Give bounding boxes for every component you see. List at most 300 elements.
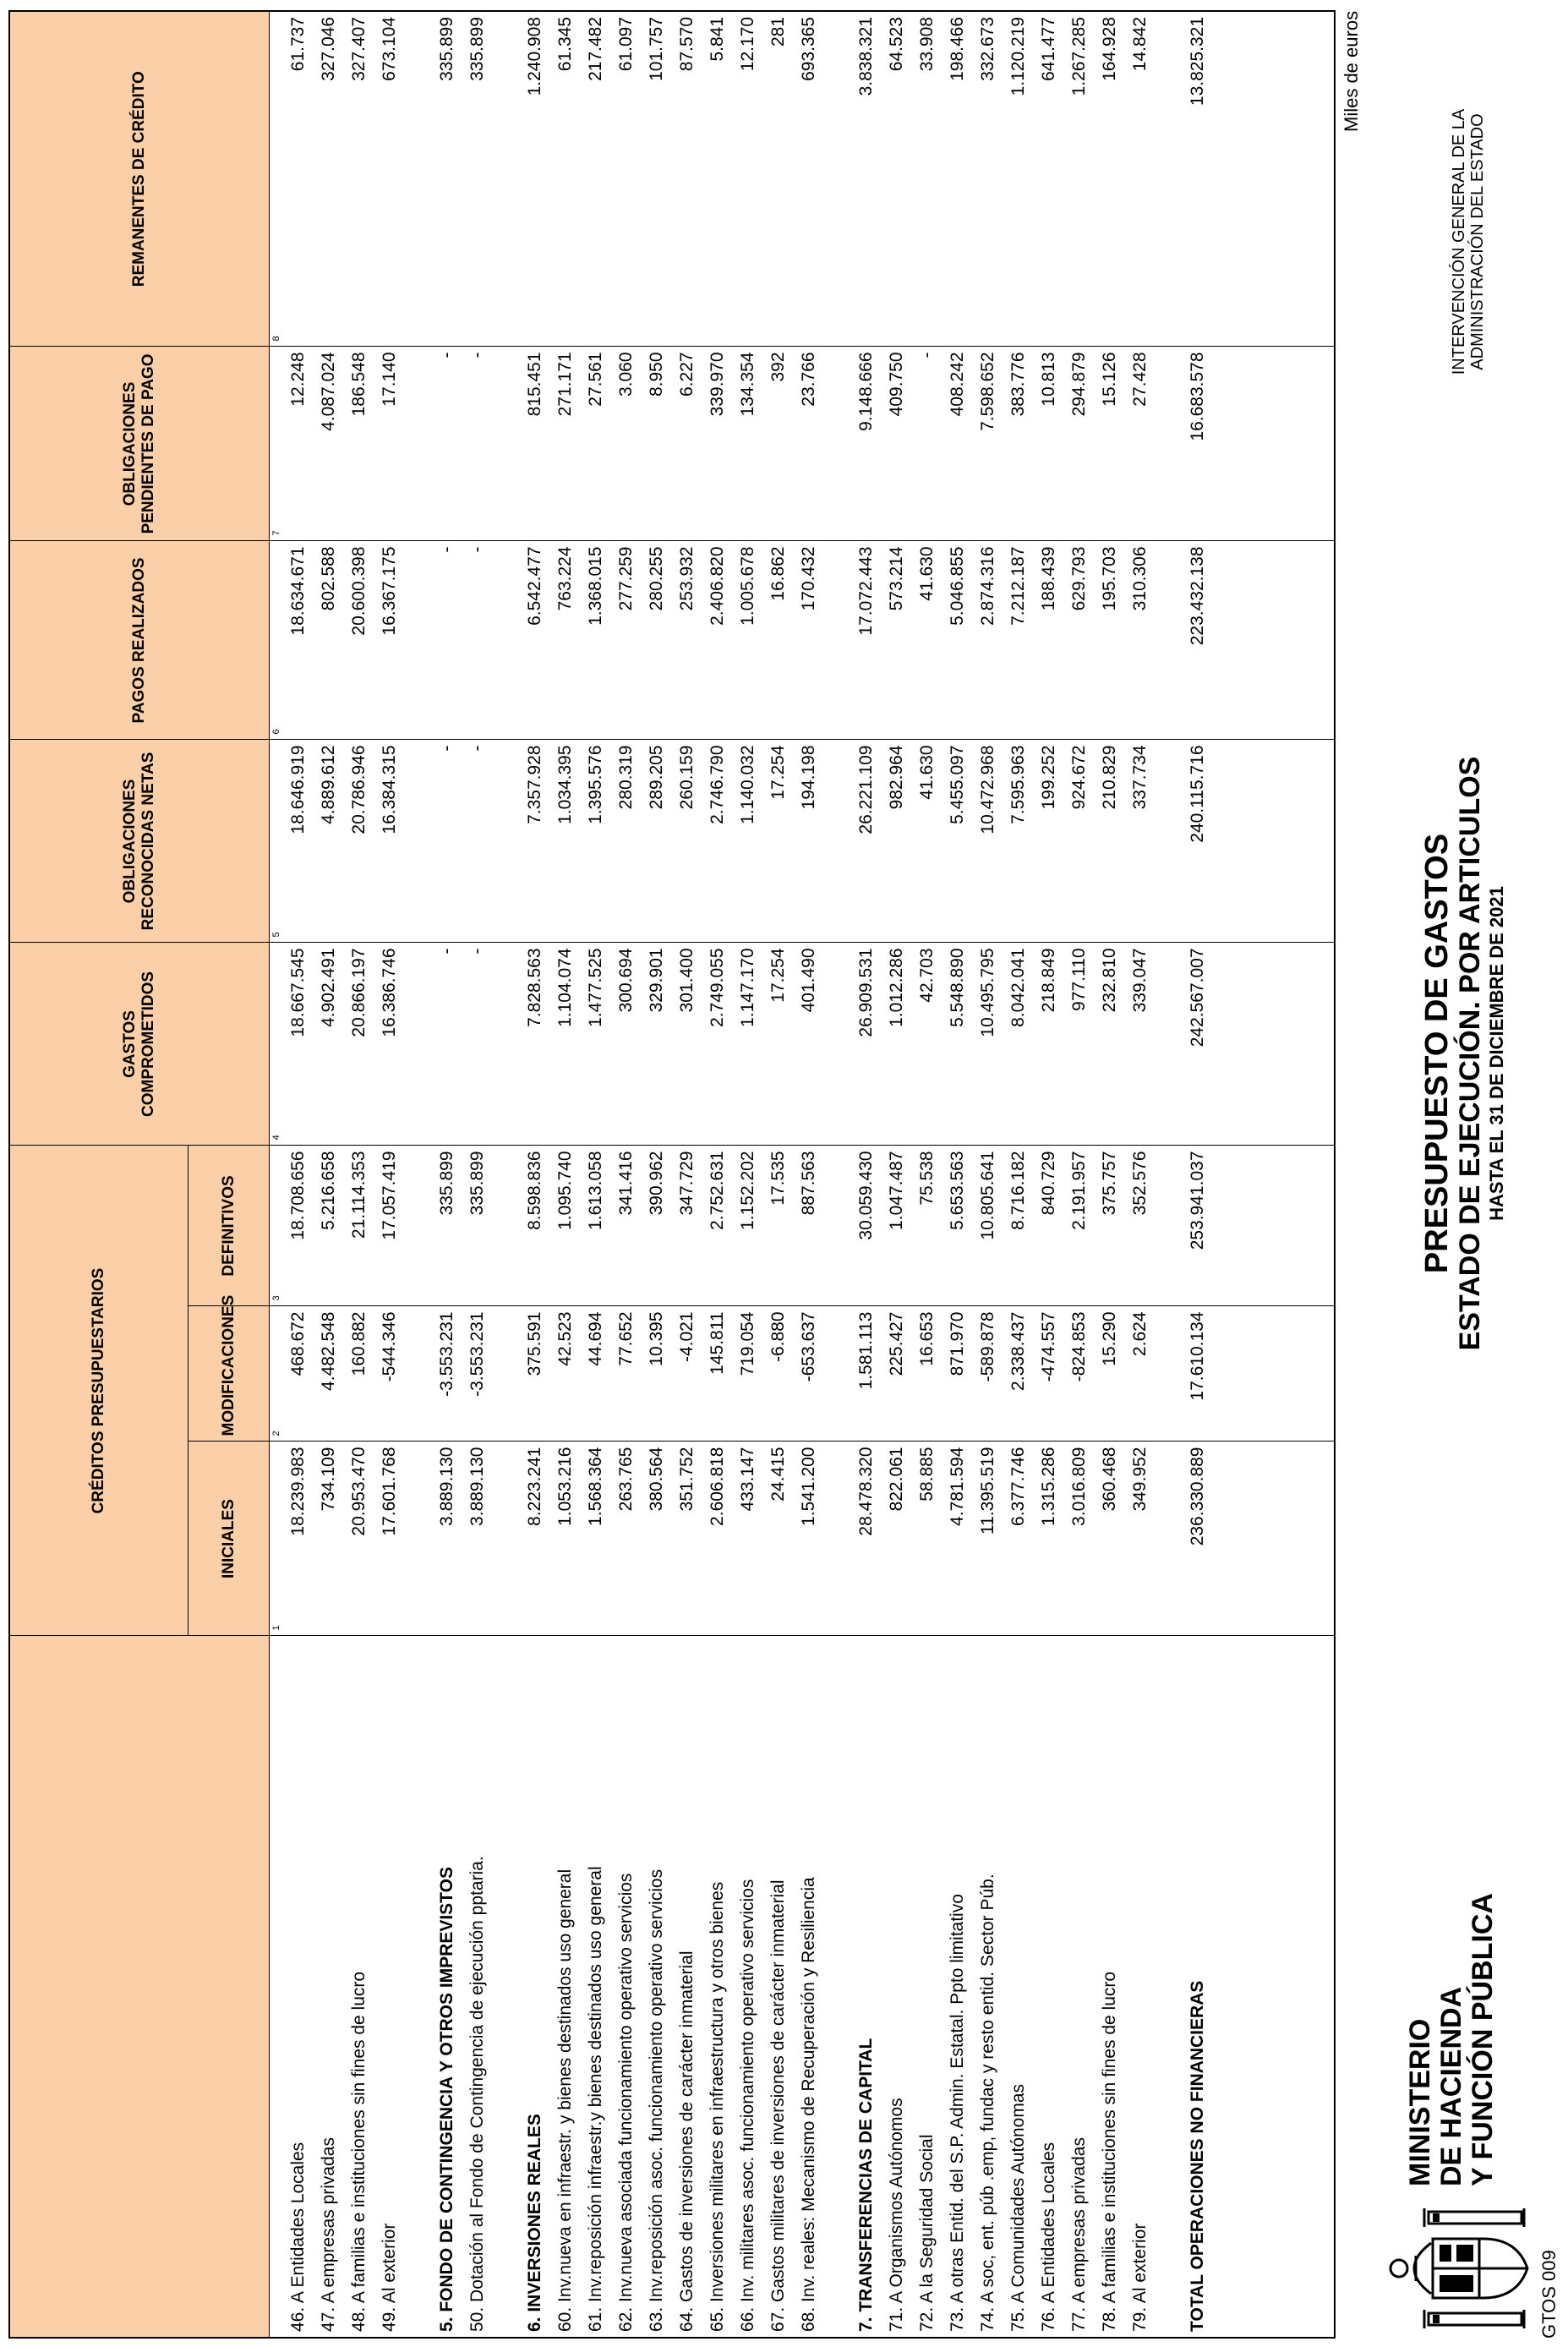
table-row [794, 11, 824, 2338]
spacer-cell [493, 1442, 520, 1636]
table-row [672, 11, 702, 2338]
cell-col-6: 6.542.477 [520, 541, 550, 740]
row-label: 60. Inv.nueva en infraestr. y bienes destinados uso general [550, 1636, 581, 2338]
cell-col-5: 4.889.612 [314, 740, 344, 943]
cell-col-2: 16.653 [912, 1306, 942, 1442]
row-label: 78. A familias e instituciones sin fines de lucro [1095, 1636, 1125, 2338]
cell-col-4: 218.849 [1034, 943, 1064, 1146]
cell-col-4: 329.901 [642, 943, 672, 1146]
cell-col-8: 641.477 [1034, 11, 1064, 347]
cell-col-3: 375.757 [1095, 1146, 1125, 1306]
section-row [520, 11, 550, 2338]
cell-col-6: 629.793 [1064, 541, 1095, 740]
spacer-cell [493, 1636, 520, 2338]
cell-col-7: 408.242 [942, 347, 973, 541]
intervention-line-1: INTERVENCIÓN GENERAL DE LA [1450, 108, 1468, 375]
col-number-7: 7 [270, 347, 284, 541]
spacer-row [493, 11, 520, 2338]
cell-col-3: 1.613.058 [581, 1146, 611, 1306]
ministry-name [1405, 1893, 1499, 2186]
table-row [1034, 11, 1064, 2338]
spacer-cell [493, 541, 520, 740]
title-line-2: ESTADO DE EJECUCIÓN. POR ARTICULOS [1454, 756, 1486, 1351]
cell-col-5: 210.829 [1095, 740, 1125, 943]
cell-col-1: 1.568.364 [581, 1442, 611, 1636]
spacer-cell [493, 943, 520, 1146]
cell-col-5: 10.472.968 [973, 740, 1003, 943]
filler-cell [1213, 1442, 1335, 1636]
row-label: 63. Inv.reposición asoc. funcionamiento operativo servicios [642, 1636, 672, 2338]
cell-col-7: 27.561 [581, 347, 611, 541]
cell-col-5: 7.357.928 [520, 740, 550, 943]
cell-col-8: 327.046 [314, 11, 344, 347]
ministry-line-1: MINISTERIO [1404, 2018, 1436, 2186]
cell-col-1: 360.468 [1095, 1442, 1125, 1636]
table-row [344, 11, 374, 2338]
col-number-4: 4 [270, 943, 284, 1146]
cell-col-5: 16.384.315 [374, 740, 405, 943]
table-body [283, 11, 1335, 2338]
spacer-cell [824, 1442, 851, 1636]
cell-col-3: 17.535 [763, 1146, 794, 1306]
ministry-line-3: Y FUNCIÓN PÚBLICA [1467, 1893, 1499, 2186]
cell-col-8: 33.908 [912, 11, 942, 347]
cell-col-7: 383.776 [1003, 347, 1034, 541]
cell-col-2: 42.523 [550, 1306, 581, 1442]
header-modificaciones: MODIFICACIONES [188, 1306, 270, 1442]
cell-col-8: 87.570 [672, 11, 702, 347]
cell-col-8: 327.407 [344, 11, 374, 347]
section-row [851, 11, 882, 2338]
cell-col-7: 815.451 [520, 347, 550, 541]
table-row [942, 11, 973, 2338]
spacer-cell [405, 11, 432, 347]
table-row [763, 11, 794, 2338]
col-number-1: 1 [270, 1442, 284, 1636]
cell-col-5: 982.964 [882, 740, 912, 943]
cell-col-8: 198.466 [942, 11, 973, 347]
spacer-cell [493, 1306, 520, 1442]
cell-col-2: -474.557 [1034, 1306, 1064, 1442]
cell-col-2: -3.553.231 [462, 1306, 493, 1442]
cell-col-6: 1.005.678 [733, 541, 763, 740]
cell-col-1: 1.315.286 [1034, 1442, 1064, 1636]
cell-col-6: 802.588 [314, 541, 344, 740]
cell-col-4: 401.490 [794, 943, 824, 1146]
cell-col-6: 16.367.175 [374, 541, 405, 740]
spacer-cell [493, 347, 520, 541]
cell-col-7: - [432, 347, 462, 541]
row-label: 72. A la Seguridad Social [912, 1636, 942, 2338]
cell-col-1: 28.478.320 [851, 1442, 882, 1636]
cell-col-4: 301.400 [672, 943, 702, 1146]
col-number-6: 6 [270, 541, 284, 740]
cell-col-6: 280.255 [642, 541, 672, 740]
cell-col-3: 347.729 [672, 1146, 702, 1306]
row-label: 62. Inv.nueva asociada funcionamiento operativo servicios [611, 1636, 642, 2338]
cell-col-7: 186.548 [344, 347, 374, 541]
cell-col-7: 4.087.024 [314, 347, 344, 541]
table-row [611, 11, 642, 2338]
intervention-line-2: ADMINISTRACIÓN DEL ESTADO [1468, 113, 1487, 370]
cell-col-8: 3.838.321 [851, 11, 882, 347]
header-iniciales: INICIALES [188, 1442, 270, 1636]
cell-col-6: 223.432.138 [1183, 541, 1213, 740]
cell-col-4: 1.147.170 [733, 943, 763, 1146]
cell-col-1: 17.601.768 [374, 1442, 405, 1636]
total-row [1183, 11, 1213, 2338]
row-label: 50. Dotación al Fondo de Contingencia de ejecución pptaria. [462, 1636, 493, 2338]
cell-col-5: 17.254 [763, 740, 794, 943]
cell-col-8: 64.523 [882, 11, 912, 347]
spacer-row [405, 11, 432, 2338]
cell-col-3: 2.191.957 [1064, 1146, 1095, 1306]
cell-col-8: 1.120.219 [1003, 11, 1034, 347]
cell-col-8: 5.841 [702, 11, 733, 347]
cell-col-4: 17.254 [763, 943, 794, 1146]
filler-cell [1213, 1146, 1335, 1306]
cell-col-6: 16.862 [763, 541, 794, 740]
cell-col-7: - [912, 347, 942, 541]
table-row [314, 11, 344, 2338]
cell-col-5: 337.734 [1125, 740, 1156, 943]
cell-col-4: 232.810 [1095, 943, 1125, 1146]
filler-cell [1213, 740, 1335, 943]
cell-col-8: 693.365 [794, 11, 824, 347]
cell-col-8: 164.928 [1095, 11, 1125, 347]
header-creditos: CRÉDITOS PRESUPUESTARIOS [9, 1146, 188, 1636]
cell-col-2: 719.054 [733, 1306, 763, 1442]
row-label: 47. A empresas privadas [314, 1636, 344, 2338]
cell-col-3: 840.729 [1034, 1146, 1064, 1306]
cell-col-5: 924.672 [1064, 740, 1095, 943]
col-number-5: 5 [270, 740, 284, 943]
row-label: 77. A empresas privadas [1064, 1636, 1095, 2338]
row-label: 75. A Comunidades Autónomas [1003, 1636, 1034, 2338]
filler-row [1213, 11, 1335, 2338]
cell-col-2: 1.581.113 [851, 1306, 882, 1442]
cell-col-3: 2.752.631 [702, 1146, 733, 1306]
row-label: 74. A soc, ent. púb .emp, fundac y resto entid. Sector Púb. [973, 1636, 1003, 2338]
cell-col-1: 58.885 [912, 1442, 942, 1636]
spacer-cell [405, 1442, 432, 1636]
spacer-cell [493, 740, 520, 943]
cell-col-5: 18.646.919 [283, 740, 314, 943]
table-row [374, 11, 405, 2338]
units-label: Miles de euros [1341, 10, 1362, 132]
spacer-cell [493, 1146, 520, 1306]
cell-col-3: 887.563 [794, 1146, 824, 1306]
spacer-cell [1156, 347, 1183, 541]
cell-col-1: 8.223.241 [520, 1442, 550, 1636]
cell-col-2: 375.591 [520, 1306, 550, 1442]
table-row [973, 11, 1003, 2338]
intervention-label [1450, 73, 1487, 411]
cell-col-3: 10.805.641 [973, 1146, 1003, 1306]
spacer-cell [405, 740, 432, 943]
cell-col-4: 18.667.545 [283, 943, 314, 1146]
header-gastos: GASTOS COMPROMETIDOS [9, 943, 270, 1146]
table-row [912, 11, 942, 2338]
cell-col-5: 26.221.109 [851, 740, 882, 943]
cell-col-1: 24.415 [763, 1442, 794, 1636]
cell-col-1: 380.564 [642, 1442, 672, 1636]
cell-col-4: 1.104.074 [550, 943, 581, 1146]
cell-col-7: 3.060 [611, 347, 642, 541]
cell-col-6: 41.630 [912, 541, 942, 740]
table-row [550, 11, 581, 2338]
cell-col-4: 10.495.795 [973, 943, 1003, 1146]
cell-col-1: 1.541.200 [794, 1442, 824, 1636]
cell-col-6: 573.214 [882, 541, 912, 740]
row-label: 65. Inversiones militares en infraestructura y otros bienes [702, 1636, 733, 2338]
cell-col-6: 195.703 [1095, 541, 1125, 740]
cell-col-7: 23.766 [794, 347, 824, 541]
cell-col-4: 2.749.055 [702, 943, 733, 1146]
cell-col-8: 101.757 [642, 11, 672, 347]
cell-col-2: 871.970 [942, 1306, 973, 1442]
cell-col-1: 236.330.889 [1183, 1442, 1213, 1636]
report-title [1420, 673, 1508, 1434]
spacer-cell [1156, 1146, 1183, 1306]
cell-col-1: 263.765 [611, 1442, 642, 1636]
cell-col-1: 351.752 [672, 1442, 702, 1636]
table-row [882, 11, 912, 2338]
cell-col-7: 392 [763, 347, 794, 541]
spacer-cell [405, 943, 432, 1146]
cell-col-8: 1.267.285 [1064, 11, 1095, 347]
cell-col-4: 5.548.890 [942, 943, 973, 1146]
cell-col-2: -589.878 [973, 1306, 1003, 1442]
cell-col-8: 13.825.321 [1183, 11, 1213, 347]
cell-col-3: 5.216.658 [314, 1146, 344, 1306]
cell-col-8: 673.104 [374, 11, 405, 347]
row-label: 79. Al exterior [1125, 1636, 1156, 2338]
spacer-cell [405, 1636, 432, 2338]
table-row [1003, 11, 1034, 2338]
title-line-1: PRESUPUESTO DE GASTOS [1419, 833, 1455, 1274]
spacer-cell [1156, 541, 1183, 740]
cell-col-7: 12.248 [283, 347, 314, 541]
cell-col-6: 2.406.820 [702, 541, 733, 740]
cell-col-4: 8.042.041 [1003, 943, 1034, 1146]
spacer-cell [1156, 1636, 1183, 2338]
cell-col-3: 352.576 [1125, 1146, 1156, 1306]
cell-col-7: 9.148.666 [851, 347, 882, 541]
cell-col-2: 44.694 [581, 1306, 611, 1442]
cell-col-4: - [432, 943, 462, 1146]
spacer-cell [824, 740, 851, 943]
cell-col-2: 4.482.548 [314, 1306, 344, 1442]
cell-col-1: 18.239.983 [283, 1442, 314, 1636]
cell-col-4: 1.477.525 [581, 943, 611, 1146]
spacer-cell [824, 11, 851, 347]
table-row [581, 11, 611, 2338]
cell-col-4: 42.703 [912, 943, 942, 1146]
cell-col-7: 16.683.578 [1183, 347, 1213, 541]
cell-col-1: 11.395.519 [973, 1442, 1003, 1636]
cell-col-7: 339.970 [702, 347, 733, 541]
cell-col-3: 335.899 [462, 1146, 493, 1306]
cell-col-8: 1.240.908 [520, 11, 550, 347]
cell-col-1: 3.016.809 [1064, 1442, 1095, 1636]
col-number-3: 3 [270, 1146, 284, 1306]
filler-cell [1213, 11, 1335, 347]
spacer-row [824, 11, 851, 2338]
table-row [642, 11, 672, 2338]
cell-col-5: 1.395.576 [581, 740, 611, 943]
spacer-cell [1156, 1442, 1183, 1636]
filler-cell [1213, 943, 1335, 1146]
table-row [283, 11, 314, 2338]
spacer-cell [493, 11, 520, 347]
cell-col-2: -3.553.231 [432, 1306, 462, 1442]
col-number-8: 8 [270, 11, 284, 347]
cell-col-2: 468.672 [283, 1306, 314, 1442]
row-label: 67. Gastos militares de inversiones de carácter inmaterial [763, 1636, 794, 2338]
budget-table [8, 10, 1336, 2339]
cell-col-6: 17.072.443 [851, 541, 882, 740]
cell-col-4: - [462, 943, 493, 1146]
spacer-cell [824, 1306, 851, 1442]
cell-col-2: -824.853 [1064, 1306, 1095, 1442]
cell-col-2: -544.346 [374, 1306, 405, 1442]
filler-cell [1213, 1306, 1335, 1442]
spacer-cell [824, 1146, 851, 1306]
title-line-3: HASTA EL 31 DE DICIEMBRE DE 2021 [1486, 886, 1507, 1221]
row-label: 68. Inv. reales: Mecanismo de Recuperación y Resiliencia [794, 1636, 824, 2338]
row-label: 71. A Organismos Autónomos [882, 1636, 912, 2338]
cell-col-5: 7.595.963 [1003, 740, 1034, 943]
cell-col-4: 20.866.197 [344, 943, 374, 1146]
table-row [733, 11, 763, 2338]
cell-col-5: 280.319 [611, 740, 642, 943]
cell-col-3: 21.114.353 [344, 1146, 374, 1306]
cell-col-2: 145.811 [702, 1306, 733, 1442]
table-row [1125, 11, 1156, 2338]
cell-col-5: 5.455.097 [942, 740, 973, 943]
cell-col-6: 18.634.671 [283, 541, 314, 740]
row-label: 76. A Entidades Locales [1034, 1636, 1064, 2338]
row-label: 6. INVERSIONES REALES [520, 1636, 550, 2338]
cell-col-1: 4.781.594 [942, 1442, 973, 1636]
cell-col-1: 6.377.746 [1003, 1442, 1034, 1636]
spacer-cell [405, 1306, 432, 1442]
cell-col-7: 409.750 [882, 347, 912, 541]
cell-col-4: 300.694 [611, 943, 642, 1146]
table-row [702, 11, 733, 2338]
cell-col-6: 7.212.187 [1003, 541, 1034, 740]
cell-col-5: 260.159 [672, 740, 702, 943]
cell-col-3: 390.962 [642, 1146, 672, 1306]
cell-col-7: 7.598.652 [973, 347, 1003, 541]
row-label: 64. Gastos de inversiones de carácter inmaterial [672, 1636, 702, 2338]
cell-col-2: 15.290 [1095, 1306, 1125, 1442]
cell-col-1: 3.889.130 [462, 1442, 493, 1636]
cell-col-5: - [462, 740, 493, 943]
cell-col-7: - [462, 347, 493, 541]
cell-col-1: 20.953.470 [344, 1442, 374, 1636]
cell-col-6: 20.600.398 [344, 541, 374, 740]
header-pendientes: OBLIGACIONES PENDIENTES DE PAGO [9, 347, 270, 541]
form-code: GTOS 009 [1538, 2250, 1560, 2339]
table-row [462, 11, 493, 2338]
cell-col-7: 17.140 [374, 347, 405, 541]
cell-col-6: 277.259 [611, 541, 642, 740]
cell-col-6: - [432, 541, 462, 740]
cell-col-5: 199.252 [1034, 740, 1064, 943]
cell-col-6: 5.046.855 [942, 541, 973, 740]
cell-col-4: 4.902.491 [314, 943, 344, 1146]
coat-of-arms-icon [1382, 2205, 1534, 2332]
cell-col-5: - [432, 740, 462, 943]
row-label: 66. Inv. militares asoc. funcionamiento operativo servicios [733, 1636, 763, 2338]
cell-col-7: 6.227 [672, 347, 702, 541]
cell-col-8: 332.673 [973, 11, 1003, 347]
cell-col-8: 335.899 [432, 11, 462, 347]
cell-col-5: 2.746.790 [702, 740, 733, 943]
cell-col-2: 17.610.134 [1183, 1306, 1213, 1442]
cell-col-3: 5.653.563 [942, 1146, 973, 1306]
cell-col-4: 339.047 [1125, 943, 1156, 1146]
cell-col-6: 310.306 [1125, 541, 1156, 740]
cell-col-3: 253.941.037 [1183, 1146, 1213, 1306]
cell-col-7: 15.126 [1095, 347, 1125, 541]
cell-col-6: 170.432 [794, 541, 824, 740]
cell-col-7: 271.171 [550, 347, 581, 541]
cell-col-3: 1.095.740 [550, 1146, 581, 1306]
cell-col-8: 61.737 [283, 11, 314, 347]
spacer-cell [824, 541, 851, 740]
cell-col-2: 2.338.437 [1003, 1306, 1034, 1442]
cell-col-5: 289.205 [642, 740, 672, 943]
spacer-cell [1156, 740, 1183, 943]
spacer-cell [824, 347, 851, 541]
ministry-line-2: DE HACIENDA [1435, 1986, 1467, 2186]
cell-col-1: 1.053.216 [550, 1442, 581, 1636]
cell-col-5: 240.115.716 [1183, 740, 1213, 943]
cell-col-3: 341.416 [611, 1146, 642, 1306]
cell-col-7: 10.813 [1034, 347, 1064, 541]
row-label: 73. A otras Entid. del S.P. Admin. Estatal. Ppto limitativo [942, 1636, 973, 2338]
cell-col-1: 433.147 [733, 1442, 763, 1636]
cell-col-5: 194.198 [794, 740, 824, 943]
cell-col-4: 26.909.531 [851, 943, 882, 1146]
cell-col-2: 160.882 [344, 1306, 374, 1442]
cell-col-2: 225.427 [882, 1306, 912, 1442]
row-label: 5. FONDO DE CONTINGENCIA Y OTROS IMPREVISTOS [432, 1636, 462, 2338]
col-number-2: 2 [270, 1306, 284, 1442]
cell-col-6: 763.224 [550, 541, 581, 740]
cell-col-3: 1.047.487 [882, 1146, 912, 1306]
cell-col-4: 16.386.746 [374, 943, 405, 1146]
cell-col-3: 75.538 [912, 1146, 942, 1306]
cell-col-1: 2.606.818 [702, 1442, 733, 1636]
cell-col-3: 17.057.419 [374, 1146, 405, 1306]
cell-col-4: 7.828.563 [520, 943, 550, 1146]
cell-col-2: 2.624 [1125, 1306, 1156, 1442]
cell-col-2: -653.637 [794, 1306, 824, 1442]
spacer-cell [405, 1146, 432, 1306]
cell-col-3: 335.899 [432, 1146, 462, 1306]
cell-col-8: 281 [763, 11, 794, 347]
spacer-cell [824, 1636, 851, 2338]
spacer-cell [1156, 943, 1183, 1146]
cell-col-3: 8.598.836 [520, 1146, 550, 1306]
cell-col-3: 1.152.202 [733, 1146, 763, 1306]
cell-col-6: 1.368.015 [581, 541, 611, 740]
spacer-cell [1156, 11, 1183, 347]
